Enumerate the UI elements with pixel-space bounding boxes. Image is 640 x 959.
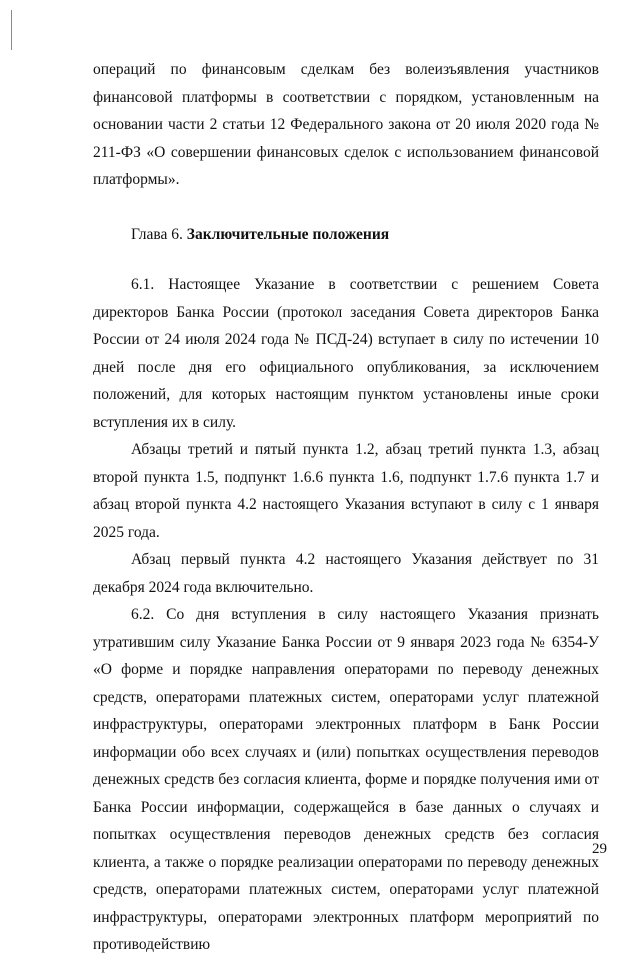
chapter-heading-prefix: Глава 6. bbox=[131, 225, 183, 243]
paragraph-continuation: операций по финансовым сделкам без волеизъявления участников финансовой платформы в соответствии с порядком, установленным на основании части 2 статьи 12 Федерального закона от 20 июля 2020 года № 211-ФЗ «О совершении финансовых сделок с использованием финансовой платформы». bbox=[93, 61, 599, 188]
margin-line bbox=[11, 10, 12, 50]
paragraph-6-2: 6.2. Со дня вступления в силу настоящего Указания признать утратившим силу Указание Банка России от 9 января 2023 года № 6354-У «О форме и порядке направления операторами по переводу денежных средств, операторами платежных систем, операторами услуг платежной инфраструктуры, операторами электронных платформ в Банк России информации обо всех случаях и (или) попытках осуществления переводов денежных средств без согласия клиента, форме и порядке получения ими от Банка России информации, содержащейся в базе данных о случаях и попытках осуществления переводов денежных средств без согласия клиента, а также о порядке реализации операторами по переводу денежных средств, операторами платежных систем, операторами услуг платежной инфраструктуры, операторами электронных платформ мероприятий по противодействию bbox=[93, 606, 599, 953]
paragraph-6-1-validity: Абзац первый пункта 4.2 настоящего Указания действует по 31 декабря 2024 года включительно. bbox=[93, 551, 599, 596]
chapter-heading-title: Заключительные положения bbox=[186, 225, 390, 243]
document-body bbox=[93, 56, 599, 959]
paragraph-6-1: 6.1. Настоящее Указание в соответствии с решением Совета директоров Банка России (протокол заседания Совета директоров Банка России от 24 июля 2024 года № ПСД-24) вступает в силу по истечении 10 дней после дня его официального опубликования, за исключением положений, для которых настоящим пунктом установлены иные сроки вступления их в силу. bbox=[93, 276, 599, 431]
page-number: 29 bbox=[592, 841, 607, 857]
paragraph-6-1-effective-dates: Абзацы третий и пятый пункта 1.2, абзац третий пункта 1.3, абзац второй пункта 1.5, подпункт 1.6.6 пункта 1.6, подпункт 1.7.6 пункта 1.7 и абзац второй пункта 4.2 настоящего Указания вступают в силу с 1 января 2025 года. bbox=[93, 441, 599, 541]
chapter-heading bbox=[93, 221, 599, 249]
